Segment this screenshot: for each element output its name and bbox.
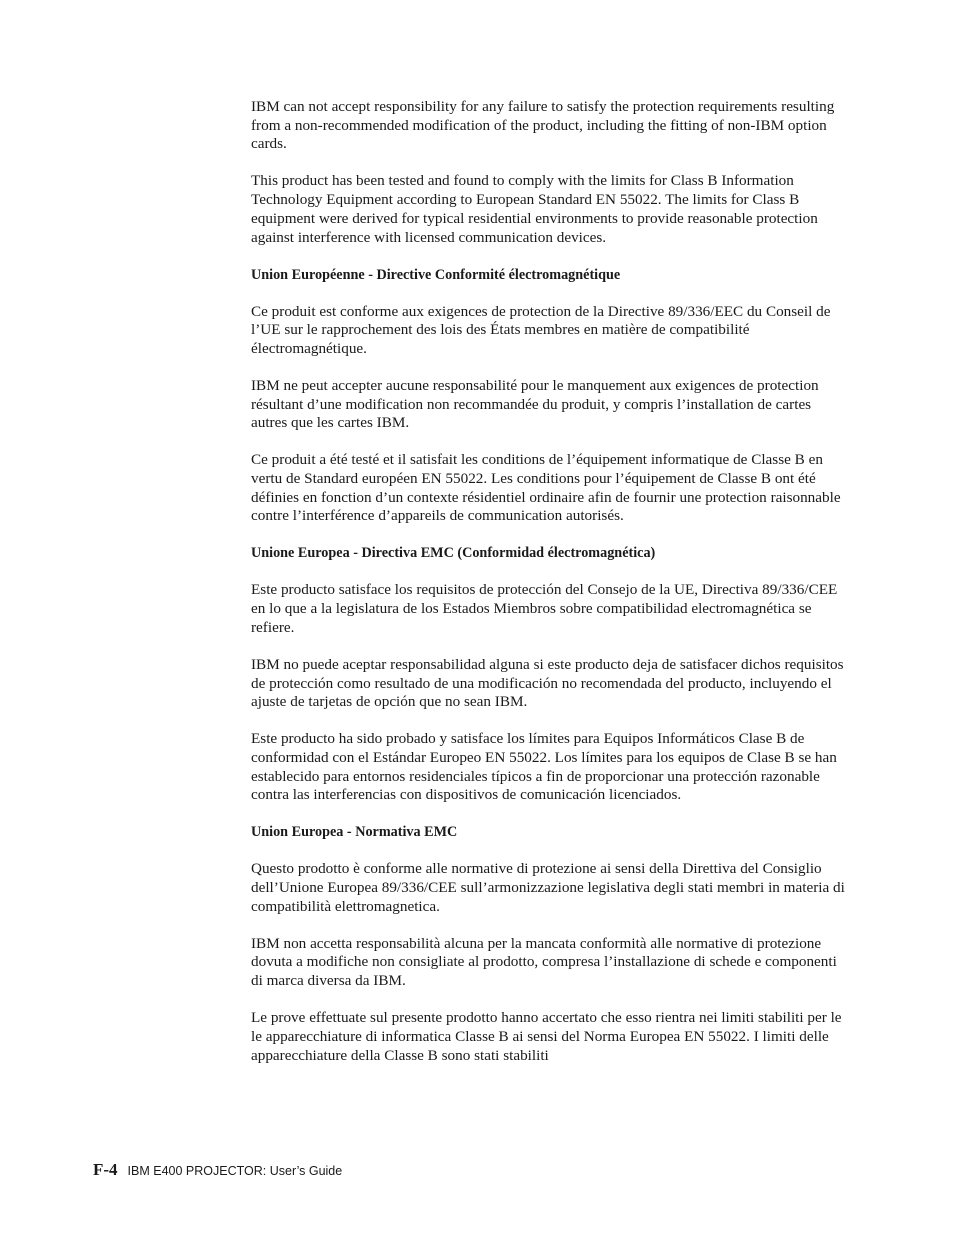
paragraph: Este producto satisface los requisitos de protección del Consejo de la UE, Directiva 89/336/CEE en lo que a la legislatura de los Estados Miembros sobre compatibilidad electromagnética se refiere. — [251, 581, 838, 636]
section-heading: Union Europea - Normativa EMC — [251, 824, 458, 841]
paragraph: Questo prodotto è conforme alle normative di protezione ai sensi della Direttiva del Consiglio dell’Unione Europea 89/336/CEE sull’armonizzazione legislativa degli stati membri in materia di compatibilità elettromagnetica. — [251, 860, 845, 915]
paragraph: Ce produit a été testé et il satisfait les conditions de l’équipement informatique de Classe B en vertu de Standard européen EN 55022. Les conditions pour l’équipement de Classe B ont été définies en fonction d’un contexte résidentiel ordinaire afin de fournir une protection raisonnable contre l’interférence d’appareils de communication autorisés. — [251, 451, 841, 525]
section-heading: Unione Europea - Directiva EMC (Conformidad électromagnética) — [251, 545, 656, 562]
paragraph: IBM ne peut accepter aucune responsabilité pour le manquement aux exigences de protection résultant d’une modification non recommandée du produit, y compris l’installation de cartes autres que les cartes IBM. — [251, 376, 819, 432]
document-body — [251, 98, 851, 1084]
paragraph: IBM no puede aceptar responsabilidad alguna si este producto deja de satisfacer dichos requisitos de protección como resultado de una modificación no recomendada del producto, incluyendo el ajuste de tarjetas de opción que no sean IBM. — [251, 655, 844, 711]
paragraph: Este producto ha sido probado y satisface los límites para Equipos Informáticos Clase B de conformidad con el Estándar Europeo EN 55022. Los límites para los equipos de Clase B se han establecido para entornos residenciales típicos a fin de proporcionar una protección razonable contra las interferencias con dispositivos de comunicación licenciados. — [251, 730, 837, 804]
page-footer — [93, 1160, 342, 1180]
section-heading: Union Européenne - Directive Conformité électromagnétique — [251, 266, 621, 283]
paragraph: IBM non accetta responsabilità alcuna per la mancata conformità alle normative di protezione dovuta a modifiche non consigliate al prodotto, compresa l’installazione di schede e componenti di marca diversa da IBM. — [251, 934, 837, 990]
page-number: F-4 — [93, 1160, 118, 1179]
paragraph: This product has been tested and found to comply with the limits for Class B Information Technology Equipment according to European Standard EN 55022. The limits for Class B equipment were derived for typical residential environments to provide reasonable protection against interference with licensed communication devices. — [251, 172, 818, 246]
footer-title: IBM E400 PROJECTOR: User’s Guide — [127, 1164, 343, 1178]
paragraph: IBM can not accept responsibility for any failure to satisfy the protection requirements resulting from a non-recommended modification of the product, including the fitting of non-IBM option cards. — [251, 98, 835, 153]
paragraph: Ce produit est conforme aux exigences de protection de la Directive 89/336/EEC du Conseil de l’UE sur le rapprochement des lois des États membres en matière de compatibilité électromagnétique. — [251, 302, 831, 357]
paragraph: Le prove effettuate sul presente prodotto hanno accertato che esso rientra nei limiti stabiliti per le le apparecchiature di informatica Classe B ai sensi del Norma Europea EN 55022. I limiti delle apparecchiature della Classe B sono stati stabiliti — [251, 1009, 842, 1064]
